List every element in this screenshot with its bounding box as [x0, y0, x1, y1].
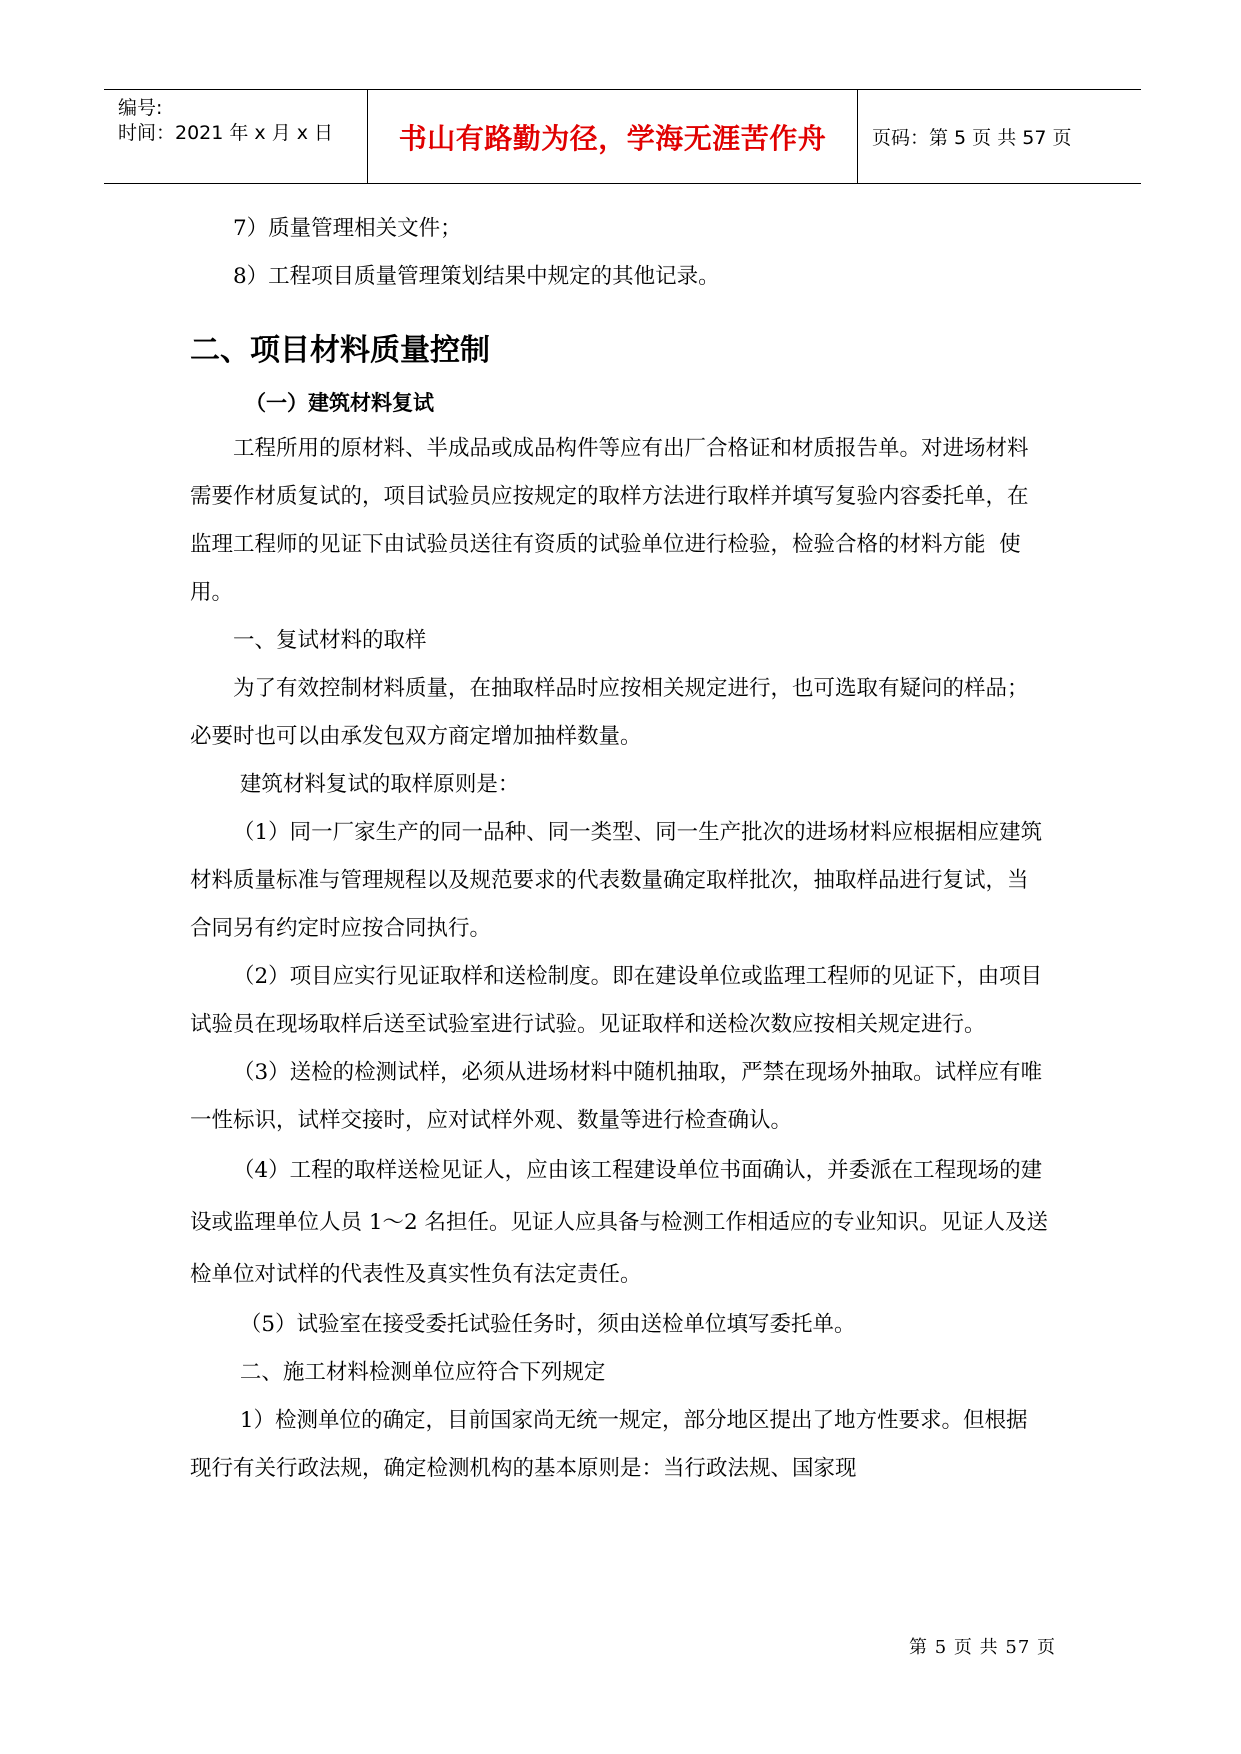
paragraph-intro: 工程所用的原材料、半成品或成品构件等应有出厂合格证和材质报告单。对进场材料 需要作材质复试的，项目试验员应按规定的取样方法进行取样并填写复验内容委托单，在 监理工程师的见证下由试验员送往有资质的试验单位进行检验，检验合格的材料方能 使用。 — [190, 436, 1043, 605]
section-title: 二、项目材料质量控制 — [190, 333, 490, 368]
paragraph-sampling: 为了有效控制材料质量，在抽取样品时应按相关规定进行，也可选取有疑问的样品； 必要时也可以由承发包双方商定增加抽样数量。 — [190, 676, 1050, 749]
header-motto: 书山有路勤为径，学海无涯苦作舟 — [398, 121, 827, 155]
list-item-8: 8）工程项目质量管理策划结果中规定的其他记录。 — [233, 264, 720, 289]
page-header — [104, 89, 1141, 184]
document-body — [190, 205, 1060, 1493]
rule-2: （2）项目应实行见证取样和送检制度。即在建设单位或监理工程师的见证下，由项目试验员在现场取样后送至试验室进行试验。见证取样和送检次数应按相关规定进行。 — [190, 964, 1043, 1037]
subsection-title: （一）建筑材料复试 — [245, 391, 434, 415]
rule-3: （3）送检的检测试样，必须从进场材料中随机抽取，严禁在现场外抽取。试样应有唯 一性标识，试样交接时，应对试样外观、数量等进行检查确认。 — [190, 1060, 1056, 1133]
rule-4: （4）工程的取样送检见证人，应由该工程建设单位书面确认，并委派在工程现场的建 设或监理单位人员 1～2 名担任。见证人应具备与检测工作相适应的专业知识。见证人及送检单位对试样的代表性及真实性负有法定责任。 — [190, 1158, 1056, 1287]
principle-intro: 建筑材料复试的取样原则是： — [233, 772, 520, 797]
document-time-label: 时间：2021 年 x 月 x 日 — [118, 122, 334, 144]
header-motto-cell — [368, 90, 858, 183]
list-item-7: 7）质量管理相关文件； — [233, 216, 462, 241]
rule-5: （5）试验室在接受委托试验任务时，须由送检单位填写委托单。 — [233, 1312, 856, 1337]
testing-unit-rule-1: 1）检测单位的确定，目前国家尚无统一规定，部分地区提出了地方性要求。但根据 现行有关行政法规，确定检测机构的基本原则是：当行政法规、国家现 — [190, 1408, 1042, 1481]
header-page-cell — [858, 90, 1141, 183]
header-meta-cell — [104, 90, 368, 183]
subheading-sampling: 一、复试材料的取样 — [233, 628, 427, 653]
header-page-label: 页码：第 5 页 共 57 页 — [872, 127, 1072, 149]
rule-1: （1）同一厂家生产的同一品种、同一类型、同一生产批次的进场材料应根据相应建筑 材料质量标准与管理规程以及规范要求的代表数量确定取样批次，抽取样品进行复试，当 合同另有约定时应按合同执行。 — [190, 820, 1056, 941]
page-footer: 第 5 页 共 57 页 — [909, 1637, 1056, 1658]
subheading-testing-units: 二、施工材料检测单位应符合下列规定 — [233, 1360, 606, 1385]
document-number-label: 编号: — [118, 97, 163, 119]
